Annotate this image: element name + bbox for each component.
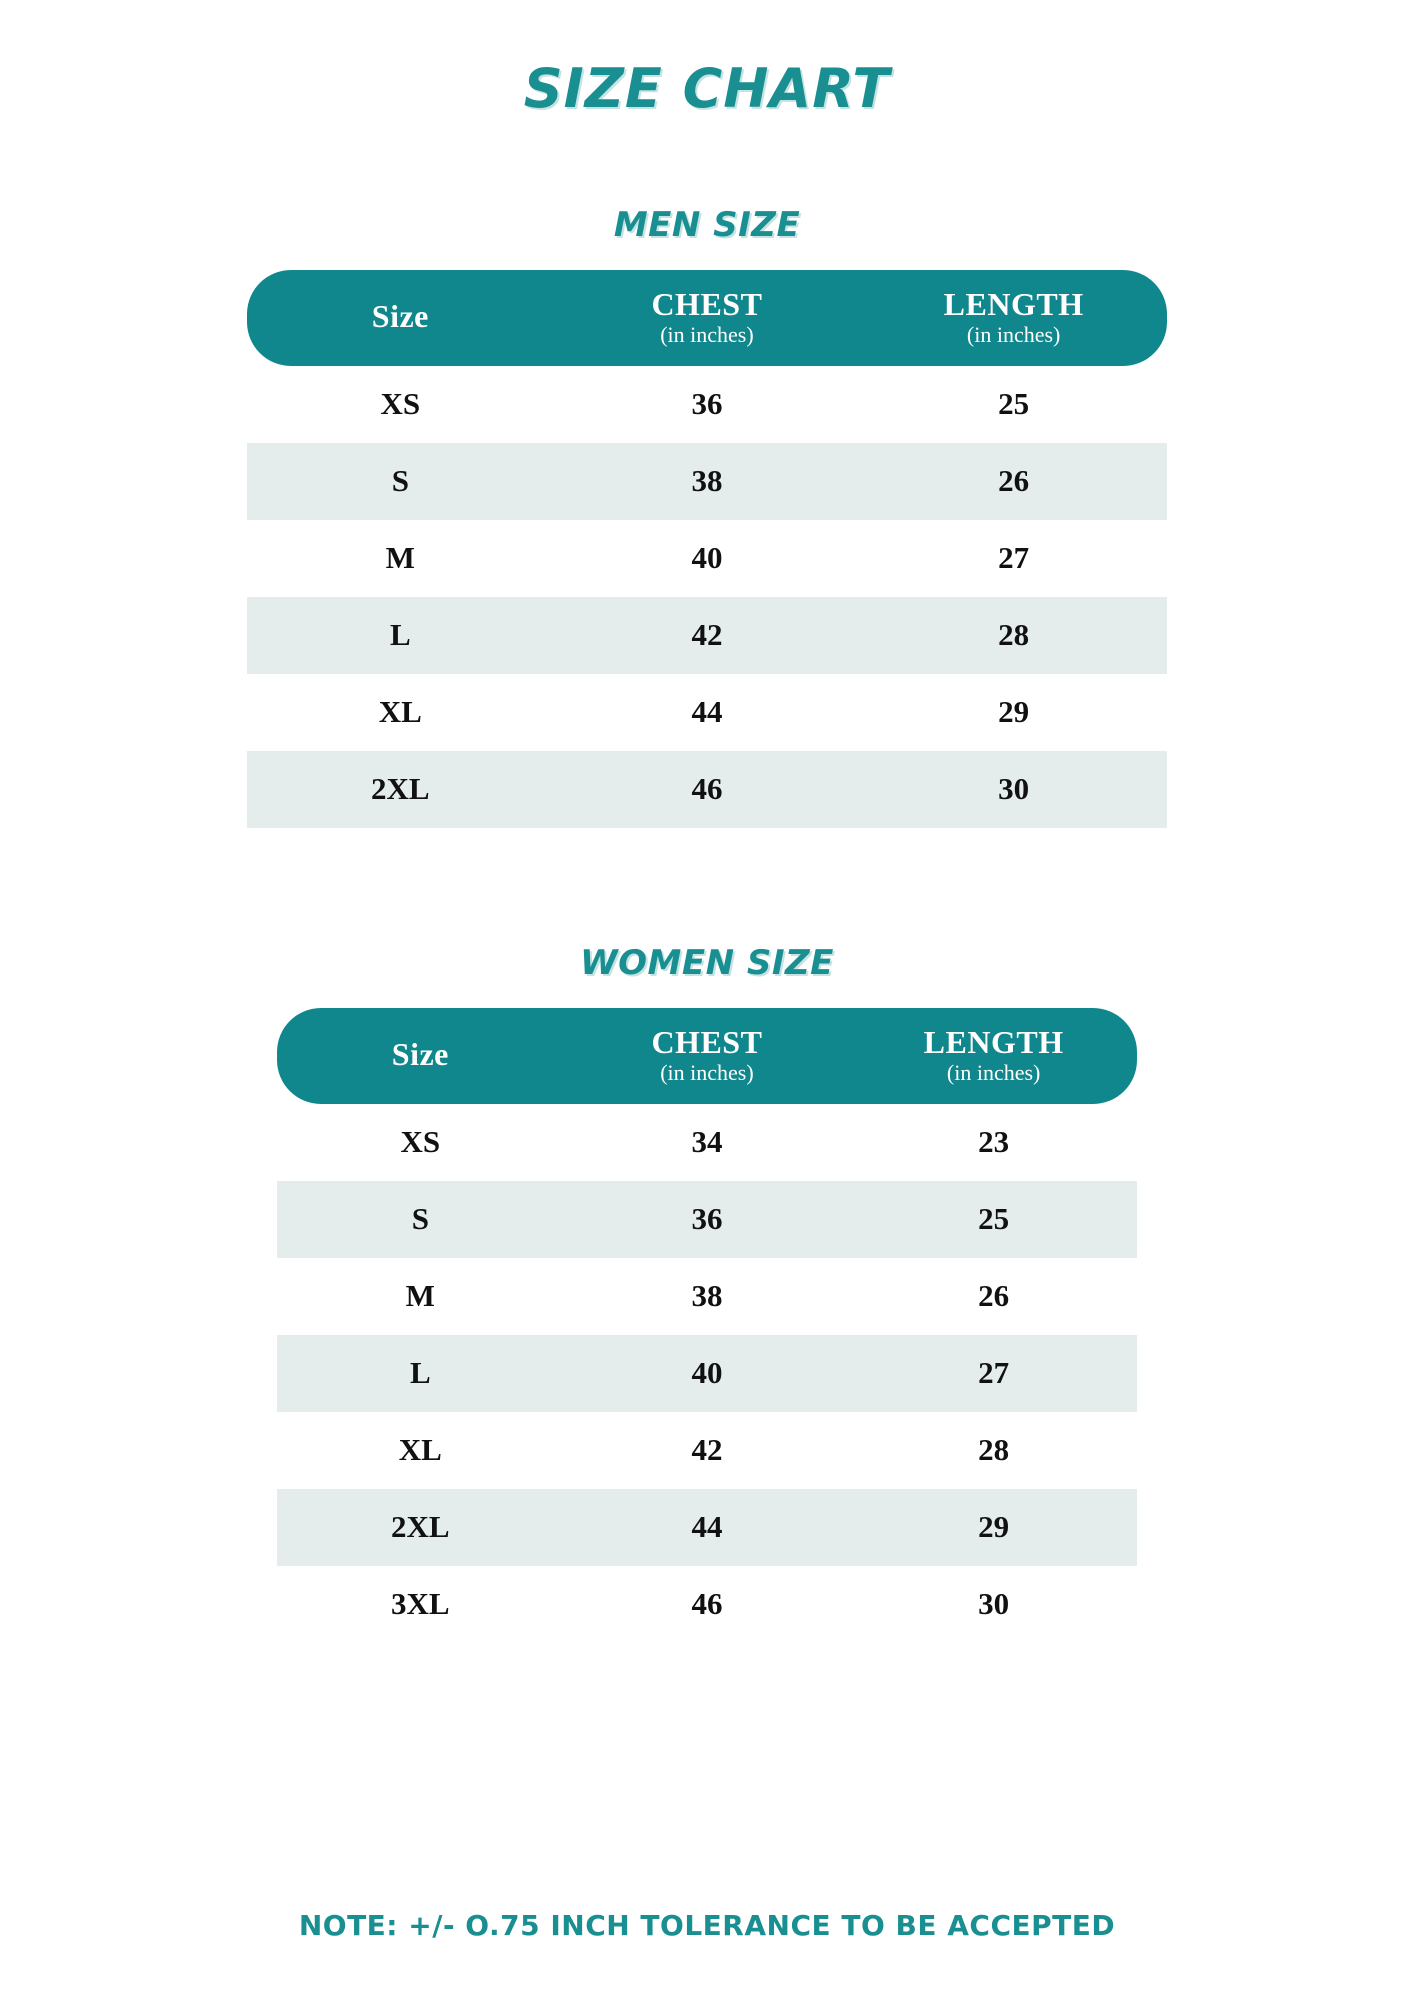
table-row: [277, 1489, 1137, 1566]
column-header-chest-label: CHEST: [651, 1024, 763, 1061]
women-size-table-wrapper: [277, 1008, 1137, 1643]
cell-length: 30: [850, 1566, 1137, 1643]
men-size-heading: MEN SIZE: [613, 205, 801, 245]
men-table-header: [247, 270, 1167, 366]
column-header-length-label: LENGTH: [923, 1024, 1064, 1061]
cell-chest: 46: [564, 1566, 851, 1643]
table-row: [247, 597, 1167, 674]
cell-length: 28: [860, 597, 1167, 674]
women-table-body: [277, 1104, 1137, 1643]
cell-size: 2XL: [277, 1489, 564, 1566]
table-row: [247, 520, 1167, 597]
table-row: [277, 1335, 1137, 1412]
column-header-chest: [564, 1008, 851, 1104]
men-size-table: [247, 270, 1167, 828]
cell-chest: 42: [554, 597, 861, 674]
column-header-length-label: LENGTH: [943, 286, 1084, 323]
table-row: [247, 674, 1167, 751]
cell-length: 27: [860, 520, 1167, 597]
men-size-table-wrapper: [247, 270, 1167, 828]
cell-length: 25: [860, 366, 1167, 443]
cell-chest: 40: [554, 520, 861, 597]
cell-length: 29: [850, 1489, 1137, 1566]
cell-size: XL: [277, 1412, 564, 1489]
cell-size: M: [247, 520, 554, 597]
women-size-heading: WOMEN SIZE: [580, 942, 834, 983]
cell-size: S: [277, 1181, 564, 1258]
table-row: [277, 1181, 1137, 1258]
table-header-row: [277, 1008, 1137, 1104]
column-header-chest-unit: (in inches): [660, 1059, 754, 1085]
cell-size: XL: [247, 674, 554, 751]
cell-size: XS: [277, 1104, 564, 1181]
column-header-size-label: Size: [391, 1036, 449, 1073]
cell-chest: 36: [554, 366, 861, 443]
cell-length: 30: [860, 751, 1167, 828]
column-header-size: [247, 270, 554, 366]
table-header-row: [247, 270, 1167, 366]
cell-length: 23: [850, 1104, 1137, 1181]
cell-size: L: [277, 1335, 564, 1412]
cell-size: 2XL: [247, 751, 554, 828]
cell-length: 26: [860, 443, 1167, 520]
cell-chest: 34: [564, 1104, 851, 1181]
cell-size: 3XL: [277, 1566, 564, 1643]
column-header-length: [860, 270, 1167, 366]
cell-length: 28: [850, 1412, 1137, 1489]
table-row: [277, 1412, 1137, 1489]
column-header-size-label: Size: [371, 298, 429, 335]
cell-chest: 38: [554, 443, 861, 520]
column-header-size: [277, 1008, 564, 1104]
page-title: SIZE CHART: [523, 57, 891, 120]
cell-chest: 44: [554, 674, 861, 751]
column-header-length: [850, 1008, 1137, 1104]
column-header-length-unit: (in inches): [966, 321, 1061, 347]
column-header-length-unit: (in inches): [946, 1059, 1041, 1085]
cell-size: S: [247, 443, 554, 520]
women-size-table: [277, 1008, 1137, 1643]
cell-size: XS: [247, 366, 554, 443]
column-header-chest-label: CHEST: [651, 286, 763, 323]
cell-size: M: [277, 1258, 564, 1335]
cell-chest: 44: [564, 1489, 851, 1566]
column-header-chest-unit: (in inches): [660, 321, 754, 347]
cell-chest: 42: [564, 1412, 851, 1489]
table-row: [247, 366, 1167, 443]
cell-size: L: [247, 597, 554, 674]
cell-length: 27: [850, 1335, 1137, 1412]
table-row: [277, 1258, 1137, 1335]
table-row: [277, 1104, 1137, 1181]
column-header-chest: [554, 270, 861, 366]
cell-chest: 36: [564, 1181, 851, 1258]
table-row: [247, 443, 1167, 520]
women-table-header: [277, 1008, 1137, 1104]
cell-length: 29: [860, 674, 1167, 751]
cell-chest: 38: [564, 1258, 851, 1335]
cell-chest: 46: [554, 751, 861, 828]
cell-length: 25: [850, 1181, 1137, 1258]
table-row: [277, 1566, 1137, 1643]
cell-length: 26: [850, 1258, 1137, 1335]
tolerance-note: NOTE: +/- O.75 INCH TOLERANCE TO BE ACCEPTED: [298, 1909, 1116, 1942]
table-row: [247, 751, 1167, 828]
cell-chest: 40: [564, 1335, 851, 1412]
men-table-body: [247, 366, 1167, 828]
